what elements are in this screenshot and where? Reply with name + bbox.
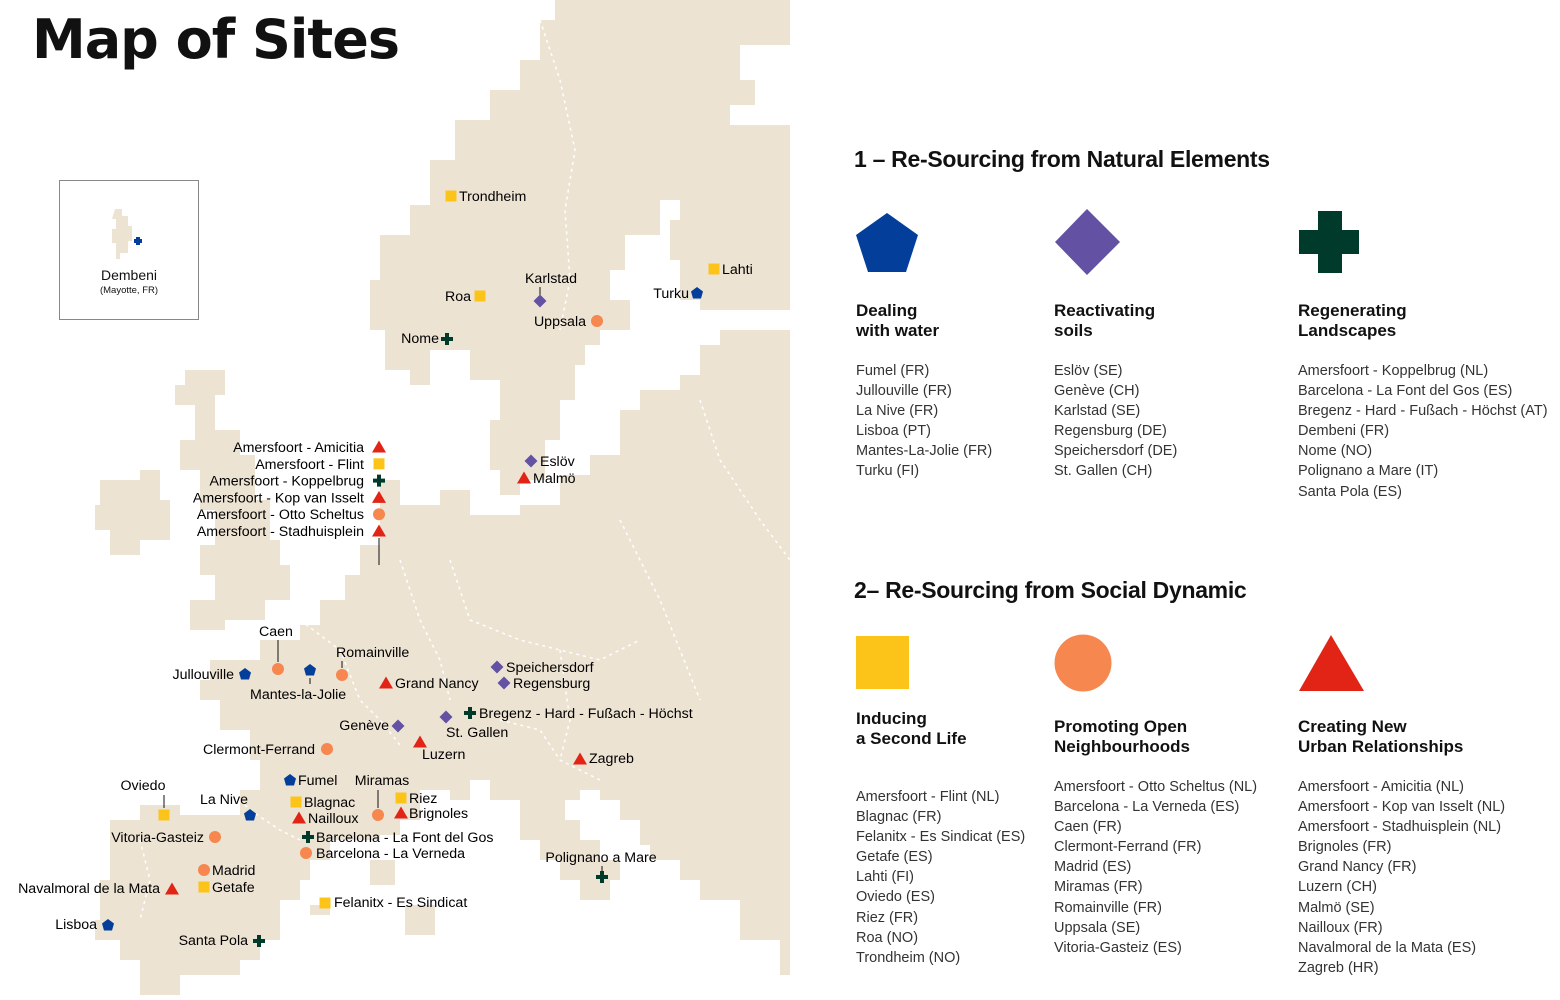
site-label: Zagreb — [589, 751, 634, 767]
square-icon — [159, 810, 170, 821]
legend-item: St. Gallen (CH) — [1054, 463, 1153, 480]
legend-item: Polignano a Mare (IT) — [1298, 463, 1439, 480]
site-label: Malmö — [533, 471, 576, 487]
legend-title-soils: Reactivating soils — [1054, 301, 1156, 340]
site-label: Uppsala — [533, 314, 586, 330]
page-title: Map of Sites — [32, 8, 400, 71]
circle-icon — [373, 508, 385, 520]
site-label: Madrid — [212, 863, 256, 879]
site-label: Lisboa — [55, 917, 97, 933]
site-label: Romainville — [336, 645, 410, 661]
site-label: Caen — [259, 624, 293, 640]
circle-icon — [209, 831, 221, 843]
amersfoort-site-label: Amersfoort - Otto Scheltus — [196, 507, 364, 524]
site-label: Santa Pola — [178, 933, 248, 949]
legend-item: Romainville (FR) — [1054, 899, 1162, 916]
site-label: Nome — [401, 331, 439, 347]
legend-title-second-life: Inducing a Second Life — [856, 709, 967, 748]
legend-item: Speichersdorf (DE) — [1054, 443, 1178, 460]
section-2-heading: 2– Re-Sourcing from Social Dynamic — [854, 577, 1247, 603]
site-label: Fumel — [298, 773, 338, 789]
cross-icon — [1298, 210, 1362, 274]
site-label: Speichersdorf — [506, 660, 594, 676]
section-1-heading: 1 – Re-Sourcing from Natural Elements — [854, 146, 1270, 172]
site-label: Barcelona - La Verneda — [316, 846, 466, 862]
site-label: Karlstad — [524, 271, 578, 287]
legend-item: Nailloux (FR) — [1298, 919, 1383, 936]
legend-item: Amersfoort - Amicitia (NL) — [1298, 779, 1464, 795]
site-label: Brignoles — [409, 806, 469, 822]
legend-item: Amersfoort - Kop van Isselt (NL) — [1298, 799, 1506, 816]
legend-item: Amersfoort - Flint (NL) — [856, 789, 1000, 805]
legend-item: Genève (CH) — [1054, 383, 1140, 400]
diamond-icon — [1054, 208, 1122, 276]
triangle-icon — [1298, 634, 1366, 692]
legend-item: Dembeni (FR) — [1298, 423, 1390, 440]
legend-item: Malmö (SE) — [1298, 899, 1375, 916]
legend-column-soils — [1054, 208, 1304, 482]
legend-item: La Nive (FR) — [856, 403, 939, 420]
circle-icon — [198, 864, 210, 876]
site-label: Regensburg — [513, 676, 591, 692]
site-label: Navalmoral de la Mata — [18, 881, 160, 897]
square-icon — [475, 291, 486, 302]
site-label: Luzern — [422, 747, 466, 763]
legend-item: Miramas (FR) — [1054, 879, 1143, 896]
site-label: La Nive — [199, 792, 249, 808]
site-label: Vitoria-Gasteiz — [111, 830, 204, 846]
legend-item: Karlstad (SE) — [1054, 403, 1141, 420]
square-icon — [856, 636, 910, 690]
legend-item: Felanitx - Es Sindicat (ES) — [856, 829, 1026, 846]
square-icon — [320, 898, 331, 909]
pentagon-icon — [856, 210, 920, 274]
legend-title-urban: Creating New Urban Relationships — [1298, 717, 1464, 756]
legend-item: Clermont-Ferrand (FR) — [1054, 839, 1202, 856]
legend-list-neighbourhoods — [1054, 777, 1304, 958]
legend-item: Getafe (ES) — [856, 849, 933, 866]
legend-item: Turku (FI) — [856, 463, 920, 480]
legend-title-landscapes: Regenerating Landscapes — [1298, 301, 1407, 340]
legend-item: Roa (NO) — [856, 929, 919, 946]
legend-item: Amersfoort - Koppelbrug (NL) — [1298, 363, 1489, 379]
circle-icon — [300, 847, 312, 859]
site-label: Genève — [339, 718, 389, 734]
legend-item: Vitoria-Gasteiz (ES) — [1054, 939, 1182, 956]
site-label: Jullouville — [172, 667, 234, 683]
legend-item: Uppsala (SE) — [1054, 919, 1141, 936]
dembeni-inset — [59, 180, 199, 320]
legend-item: Zagreb (HR) — [1298, 959, 1379, 976]
legend-item: Lisboa (PT) — [856, 423, 931, 440]
amersfoort-site-label: Amersfoort - Amicitia — [233, 440, 364, 456]
legend-column-landscapes — [1298, 210, 1558, 502]
legend-item: Brignoles (FR) — [1298, 839, 1392, 856]
amersfoort-site-label: Amersfoort - Stadhuisplein — [196, 524, 364, 540]
legend-item: Luzern (CH) — [1298, 879, 1377, 896]
site-label: St. Gallen — [446, 725, 509, 741]
legend-list-landscapes — [1298, 361, 1558, 502]
legend-item: Barcelona - La Font del Gos (ES) — [1298, 383, 1513, 400]
legend-item: Caen (FR) — [1054, 819, 1122, 836]
circle-icon — [321, 743, 333, 755]
site-label: Grand Nancy — [395, 676, 479, 692]
amersfoort-site-label: Amersfoort - Kop van Isselt — [192, 490, 364, 507]
site-label: Lahti — [722, 262, 753, 278]
legend-item: Nome (NO) — [1298, 443, 1373, 460]
legend-item: Oviedo (ES) — [856, 889, 935, 906]
site-label: Nailloux — [308, 811, 359, 827]
amersfoort-site-label: Amersfoort - Koppelbrug — [209, 473, 364, 490]
square-icon — [291, 797, 302, 808]
site-label: Riez — [409, 791, 438, 807]
inset-place-name: Dembeni — [100, 267, 158, 283]
square-icon — [709, 264, 720, 275]
legend-item: Madrid (ES) — [1054, 859, 1132, 876]
legend-item: Grand Nancy (FR) — [1298, 859, 1417, 876]
triangle-icon — [372, 441, 386, 453]
legend-item: Eslöv (SE) — [1054, 363, 1123, 379]
legend-item: Santa Pola (ES) — [1298, 483, 1402, 500]
circle-icon — [272, 663, 284, 675]
legend-item: Navalmoral de la Mata (ES) — [1298, 939, 1477, 956]
legend-item: Riez (FR) — [856, 909, 919, 926]
legend-item: Trondheim (NO) — [856, 949, 961, 966]
site-label: Polignano a Mare — [545, 850, 657, 866]
legend-item: Lahti (FI) — [856, 869, 915, 886]
site-label: Blagnac — [304, 795, 356, 811]
site-label: Felanitx - Es Sindicat — [334, 895, 468, 911]
circle-icon — [591, 315, 603, 327]
legend-list-urban — [1298, 777, 1558, 978]
legend-list-soils — [1054, 361, 1304, 482]
legend-item: Barcelona - La Verneda (ES) — [1054, 799, 1240, 816]
cross-icon — [134, 237, 142, 245]
site-label: Eslöv — [540, 454, 575, 470]
legend-item: Amersfoort - Otto Scheltus (NL) — [1054, 779, 1258, 795]
site-label: Bregenz - Hard - Fußach - Höchst — [479, 706, 693, 722]
legend-item: Bregenz - Hard - Fußach - Höchst (AT) — [1298, 403, 1548, 420]
legend-item: Jullouville (FR) — [856, 383, 952, 400]
legend-column-neighbourhoods — [1054, 634, 1304, 958]
circle-icon — [372, 809, 384, 821]
site-label: Mantes-la-Jolie — [250, 687, 347, 703]
amersfoort-site-label: Amersfoort - Flint — [255, 456, 364, 473]
site-label: Oviedo — [120, 778, 166, 794]
legend-item: Fumel (FR) — [856, 363, 930, 379]
circle-icon — [336, 669, 348, 681]
circle-icon — [1054, 634, 1112, 692]
site-label: Clermont-Ferrand — [203, 742, 315, 758]
square-icon — [446, 191, 457, 202]
site-label: Roa — [444, 289, 471, 305]
square-icon — [374, 458, 385, 469]
legend-item: Blagnac (FR) — [856, 809, 942, 826]
site-label: Barcelona - La Font del Gos — [316, 830, 494, 846]
legend-item: Amersfoort - Stadhuisplein (NL) — [1298, 819, 1502, 836]
legend-title-neighbourhoods: Promoting Open Neighbourhoods — [1054, 717, 1190, 756]
legend-title-water: Dealing with water — [856, 301, 940, 340]
legend-item: Mantes-La-Jolie (FR) — [856, 443, 993, 460]
legend-item: Regensburg (DE) — [1054, 423, 1167, 440]
site-label: Turku — [653, 286, 689, 302]
mayotte-inset-map — [60, 181, 198, 319]
site-label: Getafe — [212, 880, 255, 896]
square-icon — [396, 793, 407, 804]
square-icon — [199, 882, 210, 893]
site-label: Trondheim — [459, 189, 527, 205]
inset-place-sub: (Mayotte, FR) — [99, 285, 159, 296]
site-label: Miramas — [354, 773, 410, 789]
legend-column-urban — [1298, 634, 1558, 978]
